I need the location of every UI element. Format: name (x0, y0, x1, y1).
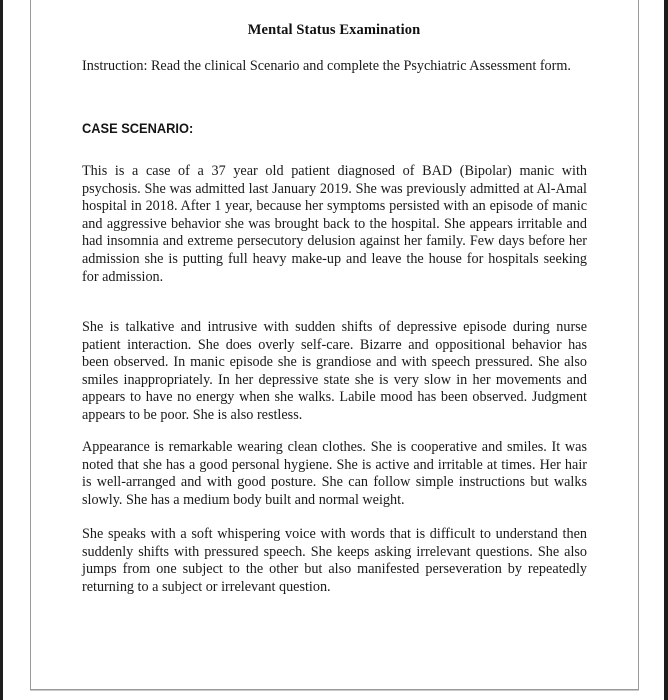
scenario-paragraph-behavior: She is talkative and intrusive with sudden shifts of depressive episode during nurse patient interaction. She does overly self-care. Bizarre and oppositional behavior has been observed. In manic episode she is grandiose and with speech pressured. She also smiles inappropriately. In her depressive state she is very slow in her movements and appears to have no energy when she walks. Labile mood has been observed. Judgment appears to be poor. She is also restless. (82, 319, 587, 423)
case-scenario-heading: CASE SCENARIO: (82, 121, 194, 136)
scenario-paragraph-history: This is a case of a 37 year old patient diagnosed of BAD (Bipolar) manic with psychosis. She was admitted last January 2019. She was previously admitted at Al-Amal hospital in 2018. After 1 year, because her symptoms persisted with an episode of manic and aggressive behavior she was brought back to the hospital. She appears irritable and had insomnia and extreme persecutory delusion against her family. Few days before her admission she is putting full heavy make-up and leave the house for hospitals seeking for admission. (82, 163, 587, 285)
screen-edge-right (664, 0, 668, 700)
scenario-paragraph-appearance: Appearance is remarkable wearing clean clothes. She is cooperative and smiles. It was noted that she has a good personal hygiene. She is active and irritable at times. Her hair is well-arranged and with good posture. She can follow simple instructions but walks slowly. She has a medium body built and normal weight. (82, 439, 587, 508)
scenario-paragraph-speech: She speaks with a soft whispering voice with words that is difficult to understand then suddenly shifts with pressured speech. She keeps asking irrelevant questions. She also jumps from one subject to the other but also manifested perseveration by repeatedly returning to a subject or irrelevant question. (82, 526, 587, 595)
document-title: Mental Status Examination (247, 22, 421, 38)
instruction-text: Instruction: Read the clinical Scenario and complete the Psychiatric Assessment form. (82, 58, 571, 74)
screen-edge-left (0, 0, 3, 700)
